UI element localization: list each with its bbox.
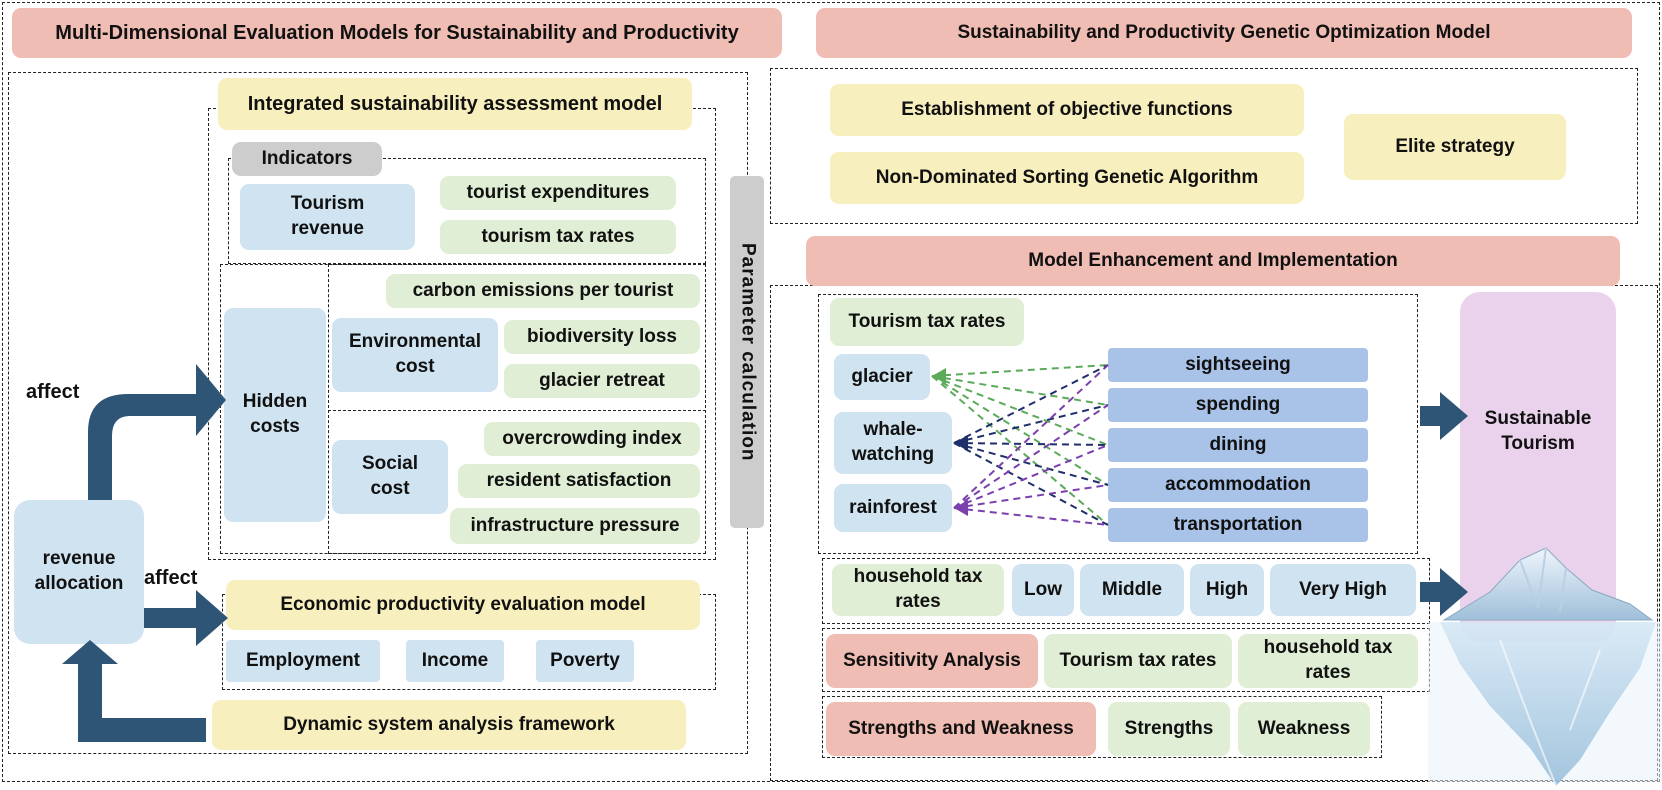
genetic-model-title: Sustainability and Productivity Genetic Optimization Model (816, 8, 1632, 58)
strengths-weakness: Strengths and Weakness (826, 702, 1096, 756)
activity-dining: dining (1108, 428, 1368, 462)
activity-accommodation: accommodation (1108, 468, 1368, 502)
affect-label-bottom: affect (144, 567, 198, 589)
level-high: High (1190, 564, 1264, 616)
economic-model-title: Economic productivity evaluation model (226, 580, 700, 630)
parameter-calculation: Parameter calculation (730, 176, 764, 528)
glacier-arrowhead (932, 368, 946, 384)
hidden-costs: Hidden costs (224, 308, 326, 522)
sens-tourism-tax: Tourism tax rates (1044, 634, 1232, 688)
activity-spending: spending (1108, 388, 1368, 422)
feedback-arrow (62, 640, 206, 742)
objective-functions: Establishment of objective functions (830, 84, 1304, 136)
activity-sightseeing: sightseeing (1108, 348, 1368, 382)
income: Income (406, 640, 504, 682)
nsga: Non-Dominated Sorting Genetic Algorithm (830, 152, 1304, 204)
sustainable-tourism: Sustainable Tourism (1460, 292, 1616, 642)
left-panel-title: Multi-Dimensional Evaluation Models for Sustainability and Productivity (12, 8, 782, 58)
affect-arrow-top (88, 364, 226, 500)
revenue-allocation: revenue allocation (14, 500, 144, 644)
sens-household-tax: household tax rates (1238, 634, 1418, 688)
level-very-high: Very High (1270, 564, 1416, 616)
biodiversity-loss: biodiversity loss (504, 320, 700, 354)
attraction-glacier: glacier (834, 354, 930, 400)
whale-watching-links (954, 365, 1108, 525)
enhancement-title: Model Enhancement and Implementation (806, 236, 1620, 286)
weakness: Weakness (1238, 702, 1370, 756)
tourism-revenue: Tourism revenue (240, 184, 415, 250)
carbon-emissions: carbon emissions per tourist (386, 274, 700, 308)
affect-label-top: affect (26, 381, 80, 403)
sensitivity-analysis: Sensitivity Analysis (826, 634, 1038, 688)
attraction-whale-watching: whale-watching (834, 412, 952, 474)
tourist-expenditures: tourist expenditures (440, 176, 676, 210)
iceberg-icon (1428, 548, 1662, 786)
affect-arrow-bottom (144, 590, 228, 646)
household-tax-rates: household tax rates (832, 564, 1004, 616)
glacier-retreat: glacier retreat (504, 364, 700, 398)
tourism-tax-rates: tourism tax rates (440, 220, 676, 254)
level-middle: Middle (1080, 564, 1184, 616)
attraction-rainforest: rainforest (834, 484, 952, 532)
level-low: Low (1012, 564, 1074, 616)
indicators-label: Indicators (232, 142, 382, 176)
employment: Employment (226, 640, 380, 682)
to-sustainable-arrow-top (1420, 392, 1468, 440)
overcrowding-index: overcrowding index (484, 422, 700, 456)
tourism-tax-rates-right: Tourism tax rates (830, 298, 1024, 346)
to-sustainable-arrow-bottom (1420, 568, 1468, 616)
rainforest-arrowhead (954, 500, 968, 516)
poverty: Poverty (536, 640, 634, 682)
environmental-cost: Environmental cost (332, 318, 498, 392)
elite-strategy: Elite strategy (1344, 114, 1566, 180)
infrastructure-pressure: infrastructure pressure (450, 508, 700, 544)
activity-transportation: transportation (1108, 508, 1368, 542)
social-cost: Social cost (332, 440, 448, 514)
whale-watching-arrowhead (954, 435, 968, 451)
integrated-model-title: Integrated sustainability assessment model (218, 78, 692, 130)
dynamic-framework: Dynamic system analysis framework (212, 700, 686, 750)
strengths: Strengths (1108, 702, 1230, 756)
resident-satisfaction: resident satisfaction (458, 464, 700, 498)
